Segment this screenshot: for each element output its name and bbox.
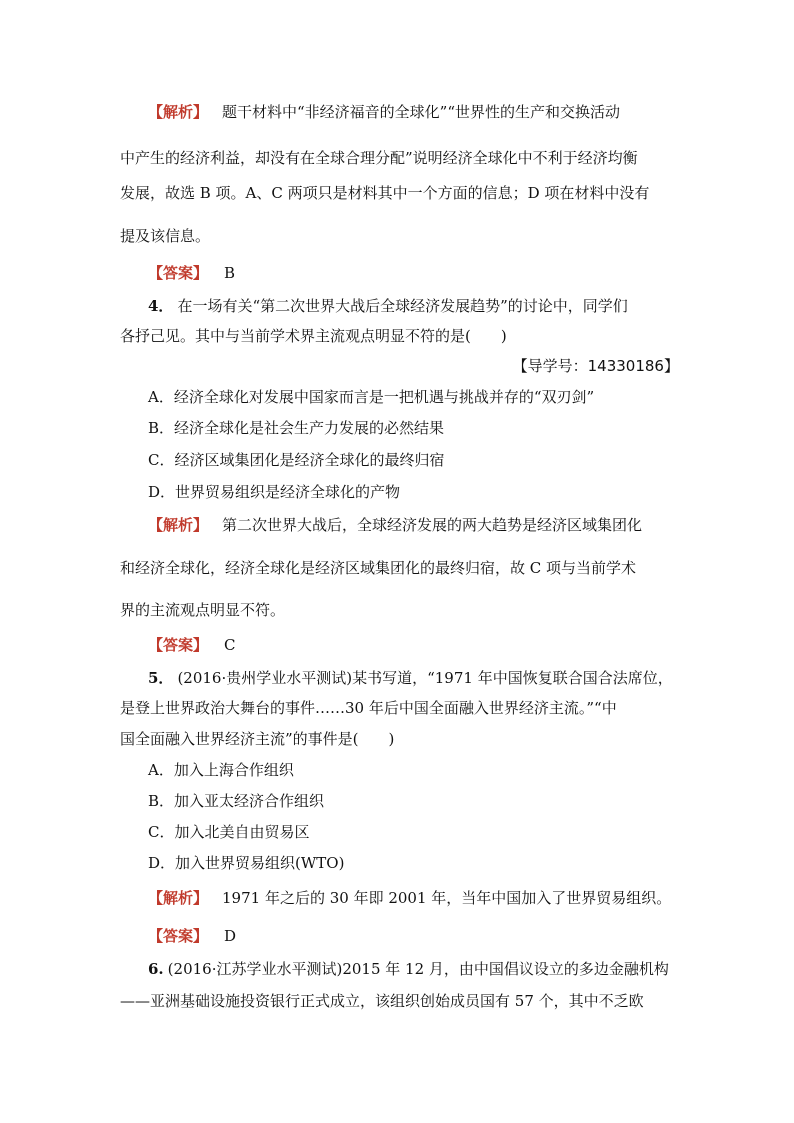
- analysis-label: 【解析】: [148, 103, 209, 121]
- question-stem: 国全面融入世界经济主流”的事件是( ): [120, 730, 395, 748]
- answer-line: [148, 262, 679, 284]
- question-number: 5．: [148, 669, 174, 687]
- option-b: B．经济全球化是社会生产力发展的必然结果: [148, 419, 445, 437]
- option-c: C．经济区域集团化是经济全球化的最终归宿: [148, 451, 445, 469]
- analysis-line: 发展，故选 B 项。A、C 两项只是材料其中一个方面的信息；D 项在材料中没有: [120, 184, 650, 202]
- analysis-label: 【解析】: [148, 516, 209, 534]
- analysis-line: 和经济全球化，经济全球化是经济区域集团化的最终归宿，故 C 项与当前学术: [120, 559, 637, 577]
- guide-number: 【导学号：14330186】: [512, 357, 679, 375]
- option-c: C．加入北美自由贸易区: [148, 823, 310, 841]
- answer-label: 【答案】: [148, 927, 209, 945]
- question-stem: 各抒己见。其中与当前学术界主流观点明显不符的是( ): [120, 327, 507, 345]
- answer-line: [148, 925, 679, 947]
- question-stem: 4． 在一场有关“第二次世界大战后全球经济发展趋势”的讨论中，同学们: [148, 297, 628, 315]
- analysis-line: 【解析】 题干材料中“非经济福音的全球化”“世界性的生产和交换活动: [148, 103, 621, 121]
- question-stem: 是登上世界政治大舞台的事件……30 年后中国全面融入世界经济主流。”“中: [120, 699, 617, 717]
- option-a: A．加入上海合作组织: [148, 761, 294, 779]
- analysis-line: 【解析】 1971 年之后的 30 年即 2001 年，当年中国加入了世界贸易组织。: [148, 889, 672, 907]
- question-stem: ——亚洲基础设施投资银行正式成立，该组织创始成员国有 57 个，其中不乏欧: [120, 992, 644, 1010]
- question-stem: 6. (2016·江苏学业水平测试)2015 年 12 月，由中国倡议设立的多边金融机构: [148, 960, 669, 978]
- answer-label: 【答案】: [148, 264, 209, 282]
- question-number: 4．: [148, 297, 174, 315]
- analysis-line: 中产生的经济利益，却没有在全球合理分配”说明经济全球化中不利于经济均衡: [120, 149, 638, 167]
- option-d: D．世界贸易组织是经济全球化的产物: [148, 483, 401, 501]
- option-a: A．经济全球化对发展中国家而言是一把机遇与挑战并存的“双刃剑”: [148, 388, 595, 406]
- analysis-line: 提及该信息。: [120, 227, 211, 245]
- analysis-line: 【解析】 第二次世界大战后，全球经济发展的两大趋势是经济区域集团化: [148, 516, 643, 534]
- answer-value: B: [224, 264, 236, 282]
- analysis-label: 【解析】: [148, 889, 209, 907]
- answer-value: D: [224, 927, 237, 945]
- answer-line: [148, 634, 679, 656]
- question-stem: 5． (2016·贵州学业水平测试)某书写道，“1971 年中国恢复联合国合法席位，: [148, 669, 673, 687]
- option-d: D．加入世界贸易组织(WTO): [148, 854, 345, 872]
- option-b: B．加入亚太经济合作组织: [148, 792, 325, 810]
- answer-label: 【答案】: [148, 636, 209, 654]
- analysis-line: 界的主流观点明显不符。: [120, 601, 286, 619]
- answer-value: C: [224, 636, 236, 654]
- question-number: 6.: [148, 960, 164, 978]
